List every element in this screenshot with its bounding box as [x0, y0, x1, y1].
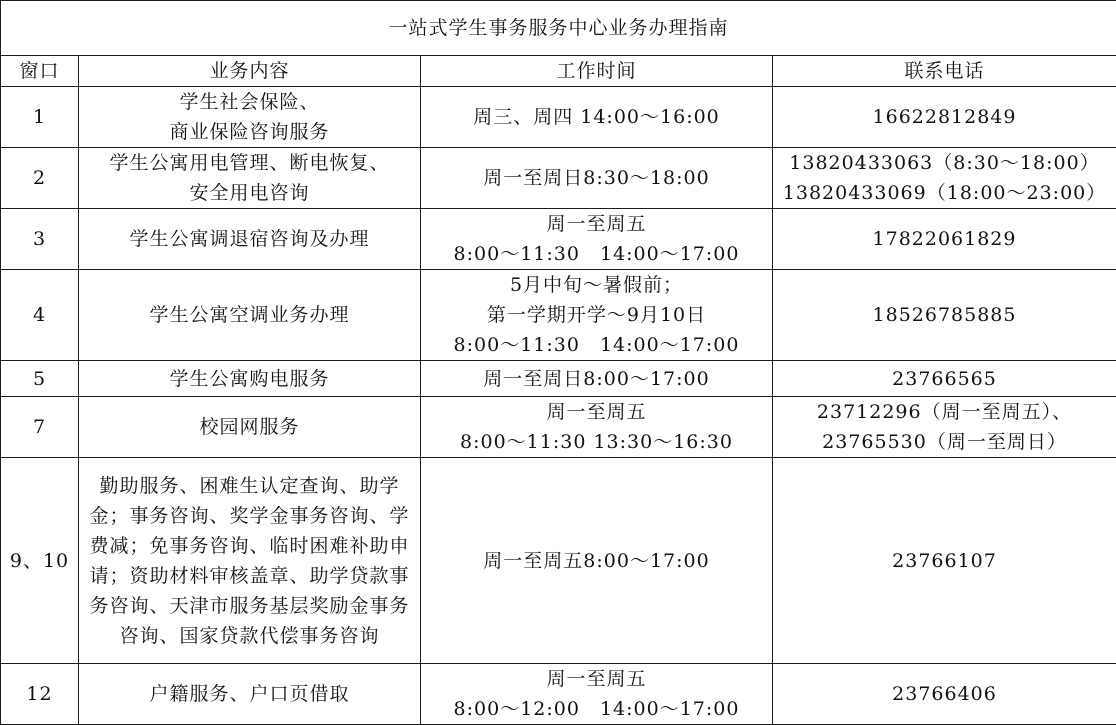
working-hours: 5月中旬～暑假前； 第一学期开学～9月10日 8:00～11:30 14:00～17:00 — [421, 270, 773, 361]
table-row — [1, 664, 1116, 725]
business-content: 学生公寓购电服务 — [79, 361, 421, 397]
contact-phone: 23766565 — [773, 361, 1116, 397]
working-hours: 周一至周五 8:00～11:30 14:00～17:00 — [421, 209, 773, 270]
window-number: 5 — [1, 361, 79, 397]
header-window: 窗口 — [1, 56, 79, 87]
header-phone: 联系电话 — [773, 56, 1116, 87]
header-content: 业务内容 — [79, 56, 421, 87]
table-row — [1, 270, 1116, 361]
working-hours: 周一至周日8:30～18:00 — [421, 148, 773, 209]
table-row — [1, 397, 1116, 458]
window-number: 1 — [1, 87, 79, 148]
window-number: 4 — [1, 270, 79, 361]
contact-phone: 23766107 — [773, 458, 1116, 664]
working-hours: 周一至周五 8:00～11:30 13:30～16:30 — [421, 397, 773, 458]
business-content: 勤助服务、困难生认定查询、助学金；事务咨询、奖学金事务咨询、学费减；免事务咨询、临时困难补助申请；资助材料审核盖章、助学贷款事务咨询、天津市服务基层奖励金事务咨询、国家贷款代偿事务咨询 — [79, 458, 421, 664]
contact-phone: 13820433063（8:30～18:00） 13820433069（18:00～23:00） — [773, 148, 1116, 209]
table-title: 一站式学生事务服务中心业务办理指南 — [1, 1, 1116, 56]
business-content: 学生公寓调退宿咨询及办理 — [79, 209, 421, 270]
working-hours: 周一至周五 8:00～12:00 14:00～17:00 — [421, 664, 773, 725]
contact-phone: 16622812849 — [773, 87, 1116, 148]
working-hours: 周一至周日8:00～17:00 — [421, 361, 773, 397]
contact-phone: 18526785885 — [773, 270, 1116, 361]
table-row — [1, 87, 1116, 148]
business-content: 学生公寓用电管理、断电恢复、 安全用电咨询 — [79, 148, 421, 209]
working-hours: 周三、周四 14:00～16:00 — [421, 87, 773, 148]
window-number: 3 — [1, 209, 79, 270]
business-content: 户籍服务、户口页借取 — [79, 664, 421, 725]
header-row — [1, 56, 1116, 87]
contact-phone: 23712296（周一至周五）、 23765530（周一至周日） — [773, 397, 1116, 458]
business-content: 学生社会保险、 商业保险咨询服务 — [79, 87, 421, 148]
table-row — [1, 148, 1116, 209]
contact-phone: 17822061829 — [773, 209, 1116, 270]
window-number: 9、10 — [1, 458, 79, 664]
title-row — [1, 1, 1116, 56]
window-number: 2 — [1, 148, 79, 209]
table-row — [1, 361, 1116, 397]
header-time: 工作时间 — [421, 56, 773, 87]
business-content: 学生公寓空调业务办理 — [79, 270, 421, 361]
table-row — [1, 458, 1116, 664]
window-number: 12 — [1, 664, 79, 725]
window-number: 7 — [1, 397, 79, 458]
contact-phone: 23766406 — [773, 664, 1116, 725]
business-content: 校园网服务 — [79, 397, 421, 458]
table-row — [1, 209, 1116, 270]
working-hours: 周一至周五8:00～17:00 — [421, 458, 773, 664]
